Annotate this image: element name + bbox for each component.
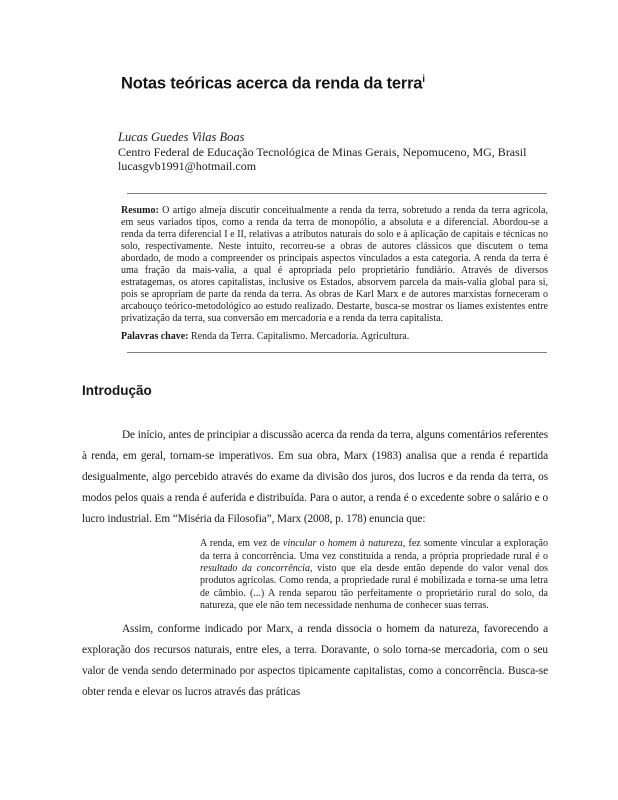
- author-name: Lucas Guedes Vilas Boas: [118, 129, 245, 144]
- abstract: [121, 205, 548, 326]
- endnote-marker: i: [422, 74, 425, 85]
- quote-part-2: , fez somente vincular a exploração da terra à concorrência. Uma vez constituída a renda, a própria propriedade rural é o: [200, 538, 548, 562]
- paper-title: [121, 70, 548, 94]
- quote-italic-2: resultado da concorrência: [200, 563, 310, 575]
- quote-part-3: , visto que ela desde então depende do valor venal dos produtos agrícolas. Como renda, a propriedade rural é mobilizada e torna-se uma letra de câmbio. (...) A renda separou tão perfeitamente o proprietário rural do solo, da natureza, que ele não tem necessidade nenhuma de conhecer suas terras.: [200, 563, 549, 611]
- quote-part-1: A renda, em vez de: [200, 538, 284, 550]
- paragraph-2: Assim, conforme indicado por Marx, a renda dissocia o homem da natureza, favorecendo a exploração dos recursos naturais, entre eles, a terra. Doravante, o solo torna-se mercadoria, com o seu valor de venda sendo determinado por aspectos tipicamente capitalistas, como a concorrência. Busca-se obter renda e elevar os lucros através das práticas: [82, 623, 548, 699]
- quote-italic-1: vincular o homem à natureza: [283, 538, 403, 550]
- author-email[interactable]: lucasgvb1991@hotmail.com: [118, 158, 257, 173]
- document-body: [82, 0, 548, 703]
- abstract-label: Resumo:: [121, 204, 159, 216]
- author-affiliation: Centro Federal de Educação Tecnológica de Minas Gerais, Nepomuceno, MG, Brasil: [118, 144, 527, 159]
- divider-top: [127, 193, 547, 194]
- keywords-line: [121, 331, 548, 343]
- abstract-text: O artigo almeja discutir conceitualmente a renda da terra, sobretudo a renda da terra agrícola, em seus variados tipos, como a renda da terra de monopólio, a absoluta e a diferencial. Abordou-se a renda da terra diferencial I e II, relativas a atributos naturais do solo e à aplicação de capitais e técnicas no solo, respectivamente. Neste intuito, recorreu-se a obras de autores clássicos que discutem o tema abordado, de modo a compreender os principais aspectos vinculados a esta categoria. A renda da terra é uma fração da mais-valia, a qual é apropriada pelo proprietário fundiário. Através de diversos estratagemas, os atores capitalistas, inclusive os Estados, absorvem parcela da mais-valia global para si, pois se apropriam de parte da renda da terra. As obras de Karl Marx e de autores marxistas forneceram o arcabouço teórico-metodológico ao estudo realizado. Destarte, busca-se mostrar os liames existentes entre privatização da terra, sua conversão em mercadoria e a renda da terra capitalista.: [121, 204, 548, 325]
- divider-bottom: [127, 352, 547, 353]
- block-quote: [200, 538, 548, 612]
- section-heading-introducao: Introdução: [82, 383, 152, 399]
- author-block: [118, 130, 545, 173]
- paragraph-1: De início, antes de principiar a discussão acerca da renda da terra, alguns comentários referentes à renda, em geral, tornam-se imperativos. Em sua obra, Marx (1983) analisa que a renda é repartida desigualmente, algo percebido através do exame da divisão dos juros, dos lucros e da renda da terra, os modos pelos quais a renda é auferida e distribuída. Para o autor, a renda é o excedente sobre o salário e o lucro industrial. Em “Miséria da Filosofia”, Marx (2008, p. 178) enuncia que:: [82, 429, 548, 526]
- keywords-label: Palavras chave:: [121, 331, 189, 343]
- keywords-text: Renda da Terra. Capitalismo. Mercadoria. Agricultura.: [188, 331, 410, 343]
- paper-title-text: Notas teóricas acerca da renda da terra: [121, 74, 423, 93]
